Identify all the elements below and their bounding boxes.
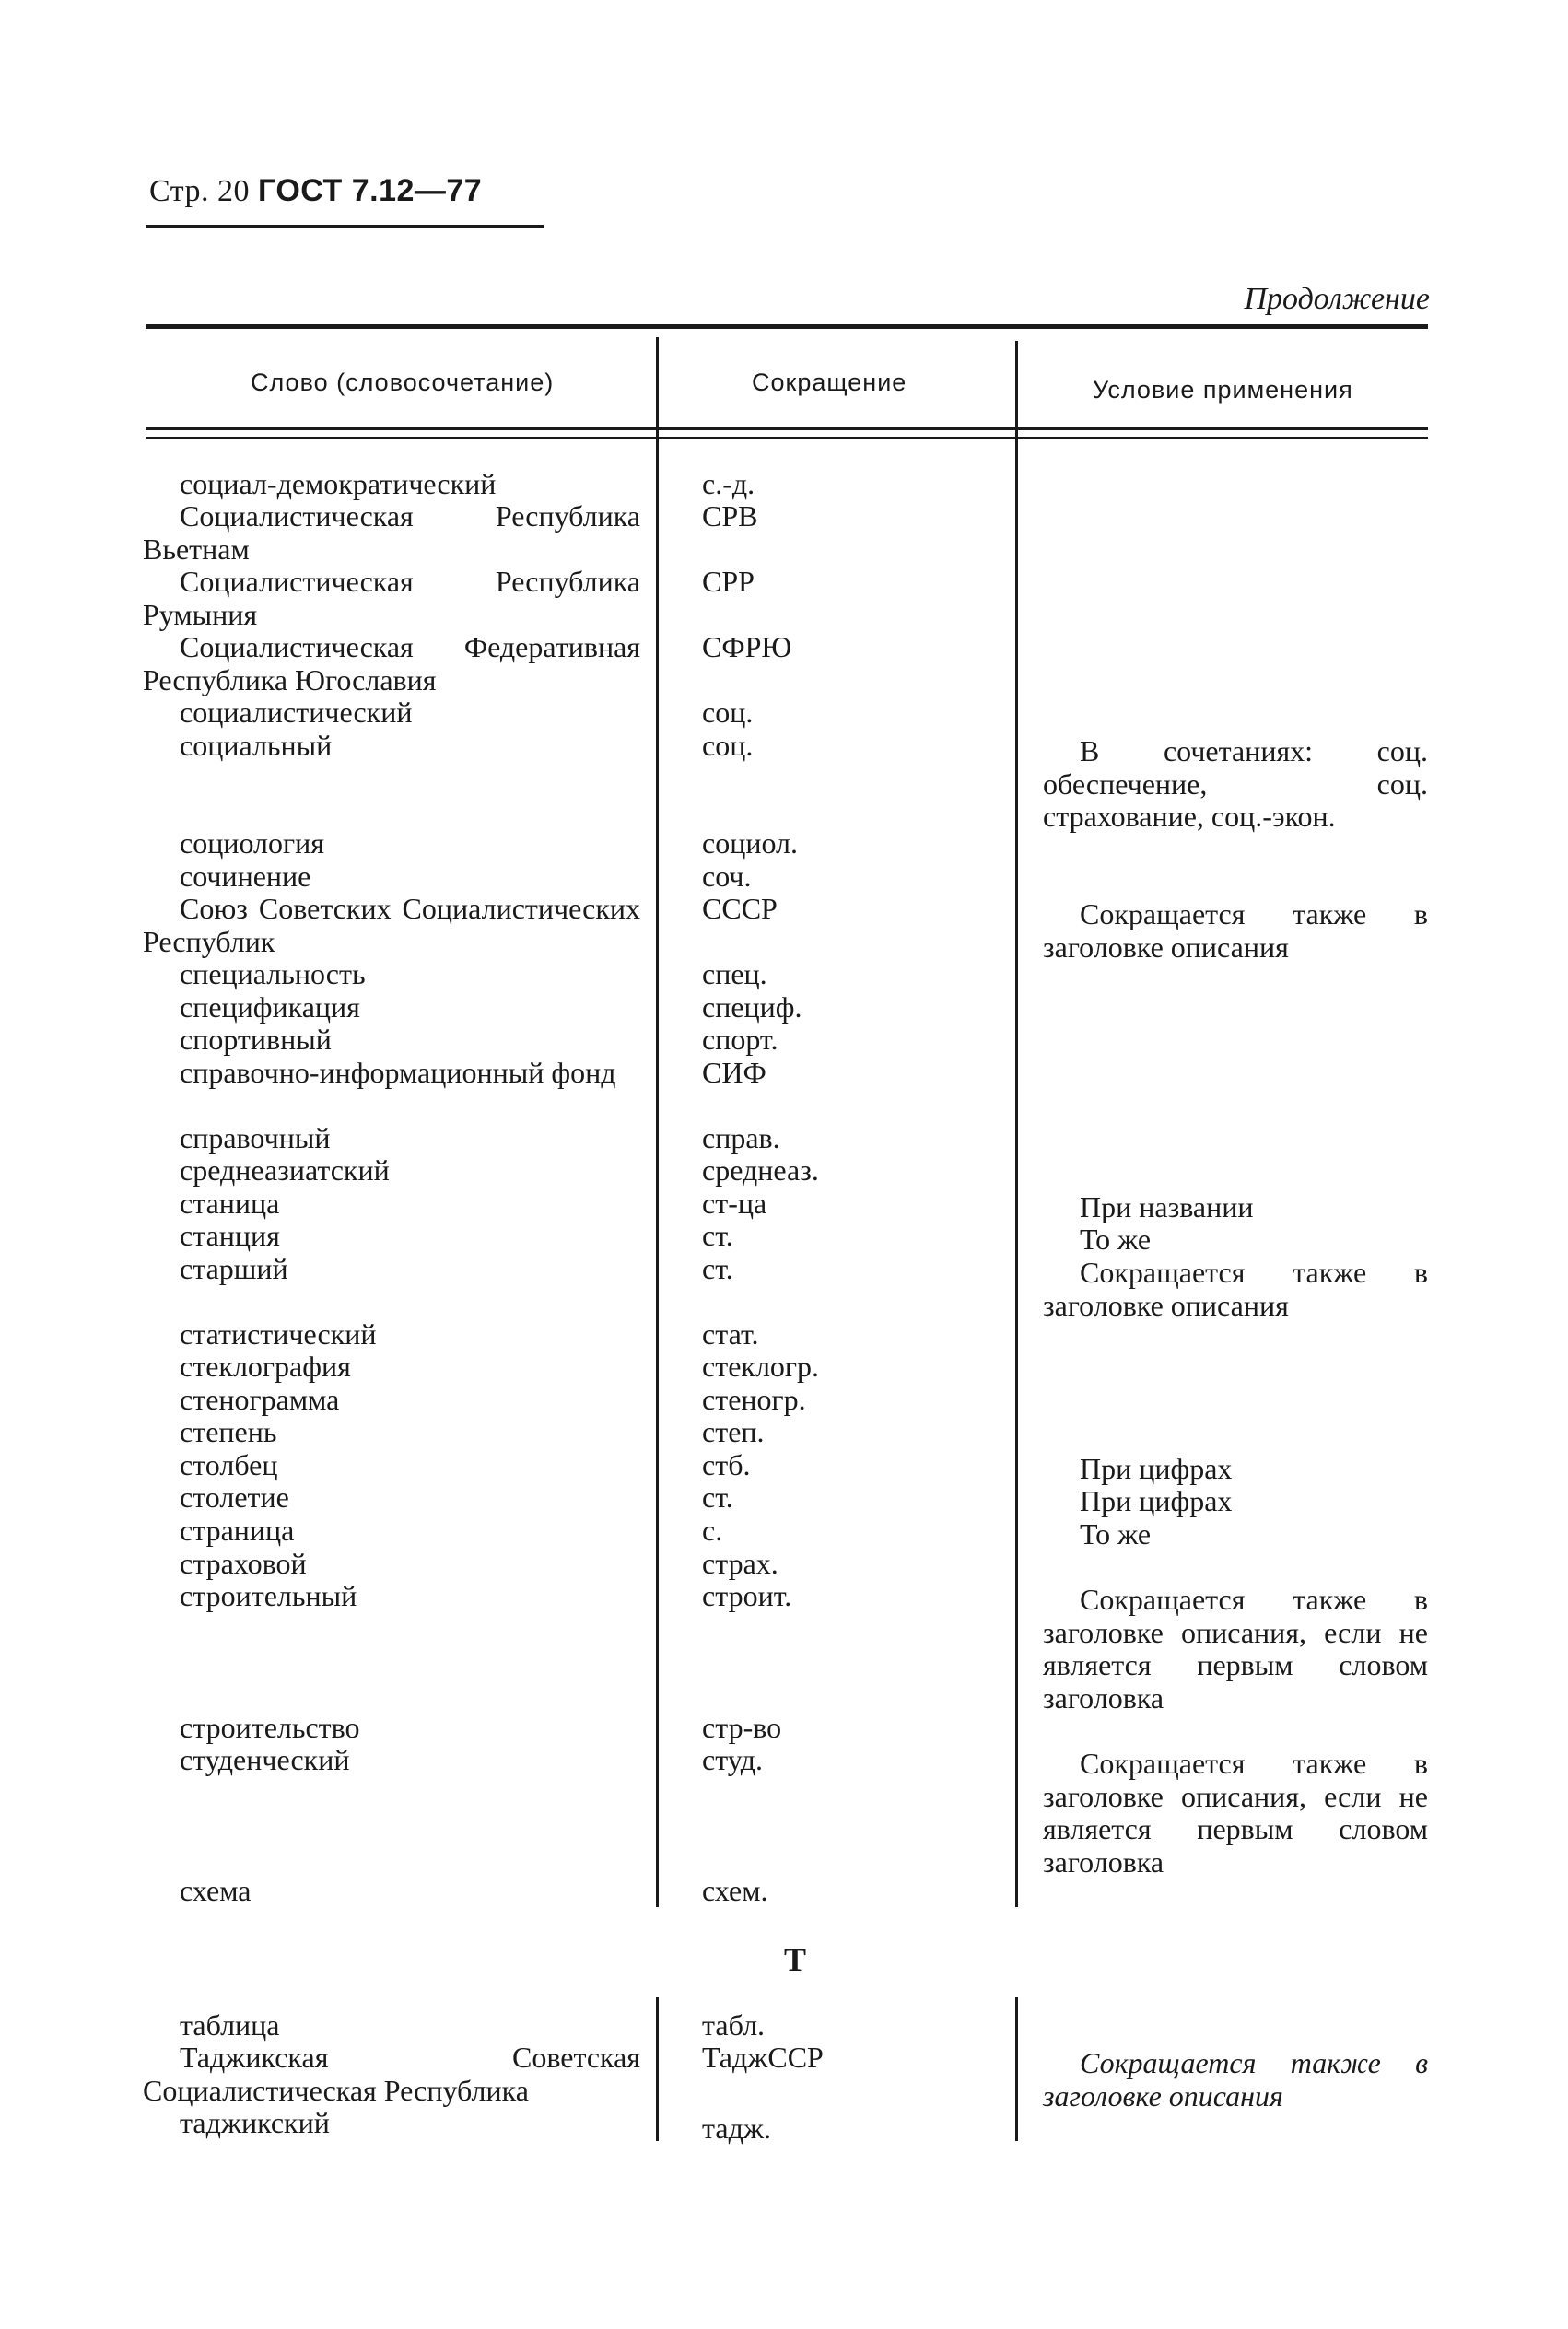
standard-code: ГОСТ 7.12—77 <box>258 173 483 208</box>
word-cell: старший <box>180 1252 288 1285</box>
word-cell: таджикский <box>180 2106 330 2139</box>
abbreviation-cell: справ. <box>702 1121 780 1154</box>
word-cell: Таджикская Советская Социалистическая Республика <box>143 2041 640 2107</box>
abbreviation-cell: социол. <box>702 826 798 860</box>
abbreviation-cell: табл. <box>702 2008 766 2042</box>
word-cell: таблица <box>180 2008 280 2042</box>
column-header-condition: Условие применения <box>1093 376 1353 404</box>
word-cell: статистический <box>180 1317 377 1351</box>
condition-cell: Сокращается также в заголовке описания, если не является первым словом заголовка <box>1043 1747 1428 1878</box>
abbreviation-cell: стр-во <box>702 1711 782 1744</box>
abbreviation-cell: с.-д. <box>702 467 755 500</box>
word-cell: студенческий <box>180 1743 350 1776</box>
abbreviation-cell: тадж. <box>702 2112 771 2145</box>
condition-cell: То же <box>1080 1517 1152 1551</box>
abbreviation-cell: соц. <box>702 696 754 729</box>
abbreviation-cell: ст-ца <box>702 1187 767 1220</box>
page-header <box>149 173 482 209</box>
word-cell: Социалистическая Федеративная Республика Югославия <box>143 630 640 696</box>
word-cell: социология <box>180 826 324 860</box>
header-rule-lower <box>146 437 1428 439</box>
condition-cell: То же <box>1080 1223 1152 1256</box>
abbreviation-cell: строит. <box>702 1579 792 1612</box>
word-cell: строительство <box>180 1711 360 1744</box>
word-cell: Союз Советских Социалистических Республик <box>143 892 640 958</box>
condition-cell: Сокращается также в заголовке описания, если не является первым словом заголовка <box>1043 1583 1428 1715</box>
column-header-word: Слово (словосочетание) <box>251 369 555 396</box>
abbreviation-cell: среднеаз. <box>702 1153 819 1187</box>
word-cell: специальность <box>180 957 366 990</box>
word-cell: спортивный <box>180 1023 332 1056</box>
word-cell: справочный <box>180 1121 331 1154</box>
word-cell: справочно-информационный фонд <box>180 1056 616 1089</box>
abbreviation-cell: ст. <box>702 1219 733 1252</box>
word-cell: страховой <box>180 1547 307 1580</box>
condition-cell: Сокращается также в заголовке описания <box>1043 897 1428 964</box>
page-number: Стр. 20 <box>149 174 251 208</box>
word-cell: социальный <box>180 729 333 762</box>
abbreviation-cell: специф. <box>702 990 802 1024</box>
abbreviation-cell: стб. <box>702 1448 751 1481</box>
word-cell: схема <box>180 1874 252 1907</box>
abbreviation-cell: спец. <box>702 957 767 990</box>
word-cell: среднеазиатский <box>180 1153 390 1187</box>
abbreviation-cell: СИФ <box>702 1056 766 1089</box>
abbreviation-cell: степ. <box>702 1415 765 1448</box>
abbreviation-cell: ТаджССР <box>702 2041 824 2074</box>
column-header-abbreviation: Сокращение <box>752 369 907 396</box>
word-cell: стенограмма <box>180 1383 340 1416</box>
word-cell: сочинение <box>180 860 311 893</box>
abbreviation-cell: с. <box>702 1514 723 1547</box>
abbreviation-cell: схем. <box>702 1874 768 1907</box>
abbreviation-cell: стеногр. <box>702 1383 806 1416</box>
continuation-label: Продолжение <box>1244 282 1430 316</box>
word-cell: станица <box>180 1187 280 1220</box>
abbreviation-cell: СРВ <box>702 499 758 533</box>
word-cell: строительный <box>180 1579 357 1612</box>
column-divider-1 <box>656 337 659 1907</box>
abbreviation-cell: СРР <box>702 565 755 598</box>
table-top-rule <box>146 324 1428 329</box>
word-cell: станция <box>180 1219 280 1252</box>
condition-cell: При названии <box>1080 1190 1254 1223</box>
abbreviation-cell: стеклогр. <box>702 1350 820 1383</box>
section-letter: Т <box>784 1941 807 1978</box>
header-underline <box>146 225 544 228</box>
condition-cell: В сочетаниях: соц. обеспечение, соц. страхование, соц.-экон. <box>1043 734 1428 833</box>
word-cell: спецификация <box>180 990 360 1024</box>
word-cell: стеклография <box>180 1350 351 1383</box>
word-cell: социалистический <box>180 696 413 729</box>
column-divider-1-section-t <box>656 1997 659 2141</box>
abbreviation-cell: СФРЮ <box>702 630 792 663</box>
abbreviation-cell: стат. <box>702 1317 759 1351</box>
condition-cell: При цифрах <box>1080 1452 1233 1485</box>
condition-cell: Сокращается также в заголовке описания <box>1043 2046 1428 2112</box>
word-cell: Социалистическая Республика Румыния <box>143 565 640 631</box>
abbreviation-cell: ст. <box>702 1252 733 1285</box>
abbreviation-cell: студ. <box>702 1743 764 1776</box>
abbreviation-cell: ст. <box>702 1480 733 1514</box>
word-cell: Социалистическая Республика Вьетнам <box>143 499 640 566</box>
word-cell: страница <box>180 1514 295 1547</box>
word-cell: столбец <box>180 1448 278 1481</box>
condition-cell: При цифрах <box>1080 1484 1233 1517</box>
column-divider-2 <box>1015 341 1018 1907</box>
abbreviation-cell: соч. <box>702 860 752 893</box>
condition-cell: Сокращается также в заголовке описания <box>1043 1256 1428 1322</box>
word-cell: степень <box>180 1415 277 1448</box>
word-cell: социал-демократический <box>180 467 497 500</box>
abbreviation-cell: спорт. <box>702 1023 778 1056</box>
abbreviation-cell: соц. <box>702 729 754 762</box>
header-rule-upper <box>146 427 1428 430</box>
abbreviation-cell: СССР <box>702 892 778 925</box>
abbreviation-cell: страх. <box>702 1547 778 1580</box>
column-divider-2-section-t <box>1015 1997 1018 2141</box>
word-cell: столетие <box>180 1480 289 1514</box>
